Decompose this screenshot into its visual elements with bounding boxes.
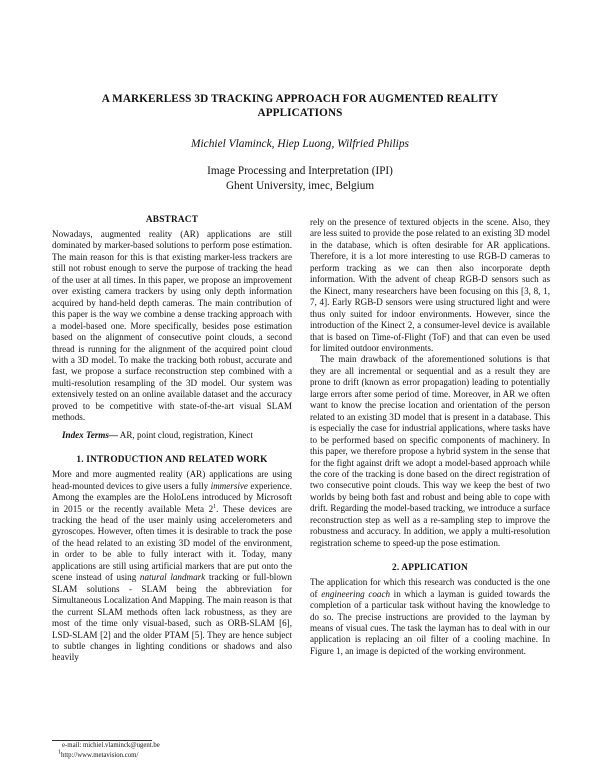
footnote-1-url: http://www.metavision.com/	[61, 752, 139, 759]
abstract-heading: ABSTRACT	[145, 215, 199, 225]
emphasis-natural-landmark: natural landmark	[139, 572, 206, 583]
affiliation-line-2: Ghent University, imec, Belgium	[225, 179, 375, 192]
left-column	[52, 214, 292, 664]
text-run: in which a layman is guided towards the completion of a particular task without having the knowledge to do so. The precise instructions are provided to the layman by means of visual cues. The task the layman has to deal with in our application is replacing an oil filter of a cooling machine. In Figure 1, an image is depicted of the working environment.	[310, 588, 550, 656]
emphasis-engineering-coach: engineering coach	[321, 588, 391, 599]
footnote-divider	[52, 740, 152, 741]
index-terms-label: Index Terms—	[62, 429, 119, 440]
paper-title: A MARKERLESS 3D TRACKING APPROACH FOR AUGMENTED REALITY APPLICATIONS	[101, 93, 499, 119]
section-2-heading: 2. APPLICATION	[392, 563, 468, 574]
abstract-text: Nowadays, augmented reality (AR) applications are still dominated by marker-based solutions to perform pose estimation. The main reason for this is that existing marker-less trackers are still not robust enough to serve the purpose of tracking the head of the user at all times. In this paper, we propose an improvement over existing camera trackers by using only depth information acquired by hand-held depth cameras. The main contribution of this paper is the way we combine a dense tracking approach with a model-based one. More specifically, besides pose estimation based on the alignment of consecutive point clouds, a second thread is running for the alignment of the acquired point cloud with a 3D model. To make the tracking both robust, accurate and fast, we propose a surface reconstruction step combined with a multi-resolution resampling of the 3D model. Our system was extensively tested on an online available dataset and the accuracy proved to be competitive with state-of-the-art visual SLAM methods.	[52, 229, 292, 423]
index-terms	[52, 430, 292, 441]
section-1-paragraph-2: The main drawback of the aforementioned solutions is that they are all incremental or sequential and as a result they are prone to drift (known as error propagation) leading to potentially large errors after some period of time. Moreover, in AR we often want to know the precise location and orientation of the person related to an existing 3D model that is present in a database. This is especially the case for industrial applications, where tasks have to be performed based on specific components of machinery. In this paper, we therefore propose a hybrid system in the sense that for the fight against drift we adopt a model-based approach while the core of the tracking is done based on the direct registration of two consecutive point clouds. This way we keep the best of two worlds by being both fast and robust and being able to cope with drift. Regarding the model-based tracking, we introduce a surface reconstruction step as well as a re-sampling step to improve the robustness and accuracy. In addition, we apply a multi-resolution registration scheme to speed-up the pose estimation.	[310, 354, 550, 548]
section-1-paragraph-1	[52, 469, 292, 664]
affiliation-line-1: Image Processing and Interpretation (IPI)	[207, 165, 393, 177]
author-list: Michiel Vlaminck, Hiep Luong, Wilfried Philips	[191, 138, 409, 150]
text-run: . These devices are tracking the head of the user mainly using accelerometers and gyroscopes. However, often times it is desirable to track the pose of the head related to an existing 3D model of the environment, in order to be able to fully interact with it. Today, many applications are still using artificial markers that are put onto the scene instead of using	[52, 503, 292, 583]
footnote-email: e-mail: michiel.vlaminck@ugent.be	[62, 742, 160, 749]
affiliation	[60, 164, 540, 193]
section-1-heading: 1. INTRODUCTION AND RELATED WORK	[76, 455, 268, 466]
text-run: tracking or full-blown SLAM solutions - SLAM being the abbreviation for Simultaneous Localization And Mapping. The main reason is that the current SLAM methods often lack robustness, as they are most of the time only visual-based, such as ORB-SLAM [6], LSD-SLAM [2] and the older PTAM [5]. They are hence subject to subtle changes in lighting conditions or shadows and also heavily	[52, 572, 292, 663]
footnote-1	[58, 749, 288, 761]
text-run: More and more augmented reality (AR) applications are using head-mounted devices to give users a fully	[52, 469, 292, 491]
section-1-paragraph-1-continued: rely on the presence of textured objects in the scene. Also, they are less suited to provide the pose related to an existing 3D model in the database, which is often desirable for AR applications. Therefore, it is a lot more interesting to use RGB-D cameras to perform tracking as we can then also incorporate depth information. With the advent of cheap RGB-D sensors such as the Kinect, many researchers have been focusing on this [3, 8, 1, 7, 4]. Early RGB-D sensors were using structured light and were thus only suited for indoor environments. However, since the introduction of the Kinect 2, a consumer-level device is available that is based on Time-of-Flight (ToF) and that can even be used for limited outdoor environments.	[310, 217, 550, 353]
text-run: The application for which this research was conducted is the one of	[310, 577, 550, 599]
text-run: experience. Among the examples are the HoloLens introduced by Microsoft in 2015 or the recently available Meta 2	[52, 480, 292, 514]
emphasis-immersive: immersive	[210, 480, 248, 491]
index-terms-text: AR, point cloud, registration, Kinect	[118, 429, 253, 440]
section-2-paragraph-1	[310, 577, 550, 657]
footnote-1-marker: 1	[58, 749, 61, 756]
footnote-marker: 1	[213, 503, 217, 510]
right-column	[310, 217, 550, 657]
